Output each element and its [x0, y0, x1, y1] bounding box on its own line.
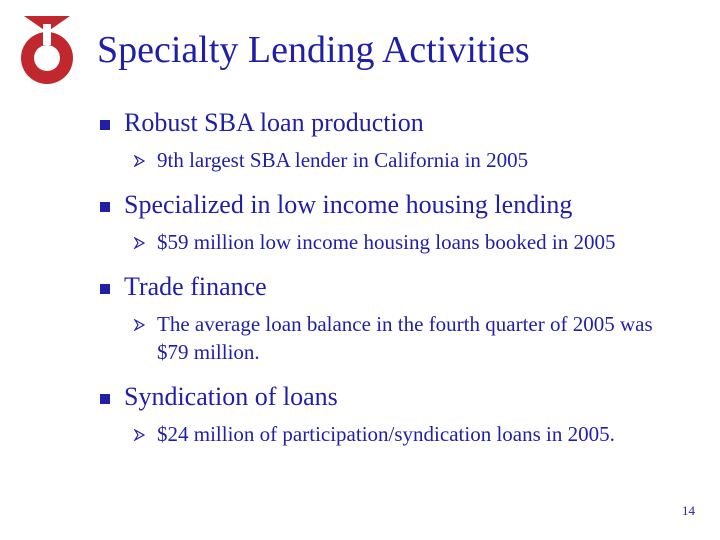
sub-bullet-item	[100, 146, 687, 174]
arrow-bullet-icon	[133, 429, 145, 441]
slide-title: Specialty Lending Activities	[97, 29, 530, 71]
bullet-group	[100, 188, 700, 256]
page-number: 14	[682, 503, 695, 518]
arrow-bullet-icon	[133, 155, 145, 167]
bullet-group	[100, 270, 700, 366]
arrow-bullet-icon	[133, 319, 145, 331]
sub-bullet-text: 9th largest SBA lender in California in 2005	[157, 148, 529, 172]
bullet-group	[100, 106, 700, 174]
square-bullet-icon	[100, 284, 110, 294]
sub-bullet-item	[100, 420, 687, 448]
bullet-item	[100, 106, 700, 140]
bullet-text: Syndication of loans	[124, 382, 338, 411]
bullet-item	[100, 380, 700, 414]
sub-bullet-item	[100, 310, 687, 366]
sub-bullet-text: The average loan balance in the fourth quarter of 2005 was $79 million.	[157, 312, 653, 364]
bullet-item	[100, 270, 700, 304]
bullet-text: Trade finance	[124, 272, 267, 301]
arrow-bullet-icon	[133, 237, 145, 249]
square-bullet-icon	[100, 120, 110, 130]
sub-bullet-item	[100, 228, 687, 256]
bullet-item	[100, 188, 700, 222]
red-ring-logo-icon	[16, 14, 78, 86]
bullet-group	[100, 380, 700, 448]
bullet-text: Robust SBA loan production	[124, 108, 424, 137]
bullet-text: Specialized in low income housing lending	[124, 190, 573, 219]
sub-bullet-text: $24 million of participation/syndication loans in 2005.	[157, 422, 615, 446]
sub-bullet-text: $59 million low income housing loans booked in 2005	[157, 230, 616, 254]
square-bullet-icon	[100, 394, 110, 404]
bullet-list	[100, 106, 700, 462]
square-bullet-icon	[100, 202, 110, 212]
